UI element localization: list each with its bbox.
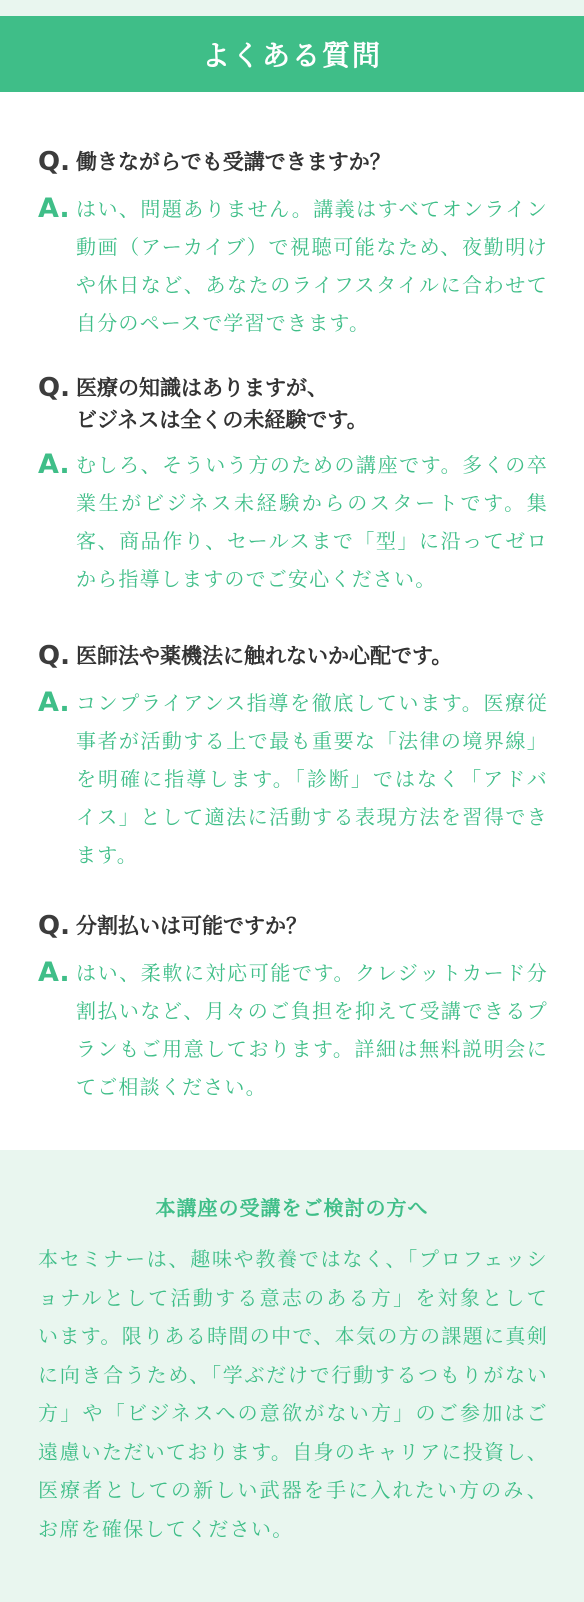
question-text: [76, 908, 548, 942]
answer-text: むしろ、そういう方のための講座です。多くの卒業生がビジネス未経験からのスタートです。集客、商品作り、セールスまで「型」に沿ってゼロから指導しますのでご安心ください。: [76, 453, 548, 591]
notice-panel: [0, 1150, 584, 1602]
question-mark: Q.: [38, 641, 70, 671]
page-title: よくある質問: [201, 39, 382, 72]
answer-row: [38, 446, 548, 598]
question-mark: Q.: [38, 147, 70, 177]
question-row: [38, 908, 548, 944]
answer-mark: A.: [38, 687, 70, 718]
notice-title: 本講座の受講をご検討の方へ: [155, 1196, 429, 1220]
question-row: [38, 370, 548, 436]
faq-item-law: [38, 638, 548, 874]
top-band: [0, 0, 584, 16]
answer-text: コンプライアンス指導を徹底しています。医療従事者が活動する上で最も重要な「法律の境界線」を明確に指導します。「診断」ではなく「アドバイス」として適法に活動する表現方法を習得できます。: [76, 691, 548, 867]
question-line: ビジネスは全くの未経験です。: [76, 408, 368, 432]
faq-header: [0, 16, 584, 92]
question-mark: Q.: [38, 373, 70, 403]
question-text: [76, 144, 548, 178]
answer-mark: A.: [38, 957, 70, 988]
answer-row: [38, 954, 548, 1106]
faq-item-payment: [38, 908, 548, 1106]
answer-text: はい、問題ありません。講義はすべてオンライン動画（アーカイブ）で視聴可能なため、夜勤明けや休日など、あなたのライフスタイルに合わせて自分のペースで学習できます。: [76, 197, 548, 335]
question-text: [76, 370, 548, 436]
question-line: 分割払いは可能ですか？: [76, 914, 307, 938]
question-row: [38, 638, 548, 674]
question-line: 働きながらでも受講できますか？: [76, 150, 391, 174]
question-row: [38, 144, 548, 180]
question-line: 医師法や薬機法に触れないか心配です。: [76, 644, 453, 668]
question-text: [76, 638, 548, 672]
faq-item-business: [38, 370, 548, 598]
answer-mark: A.: [38, 193, 70, 224]
faq-item-work: [38, 144, 548, 342]
question-line: 医療の知識はありますが、: [76, 376, 328, 400]
answer-row: [38, 190, 548, 342]
answer-row: [38, 684, 548, 874]
answer-mark: A.: [38, 449, 70, 480]
answer-text: はい、柔軟に対応可能です。クレジットカード分割払いなど、月々のご負担を抑えて受講できるプランもご用意しております。詳細は無料説明会にてご相談ください。: [76, 961, 548, 1099]
question-mark: Q.: [38, 911, 70, 941]
notice-body: 本セミナーは、趣味や教養ではなく、「プロフェッショナルとして活動する意志のある方」を対象としています。限りある時間の中で、本気の方の課題に真剣に向き合うため、「学ぶだけで行動するつもりがない方」や「ビジネスへの意欲がない方」のご参加はご遠慮いただいております。自身のキャリアに投資し、医療者としての新しい武器を手に入れたい方のみ、お席を確保してください。: [38, 1247, 548, 1541]
